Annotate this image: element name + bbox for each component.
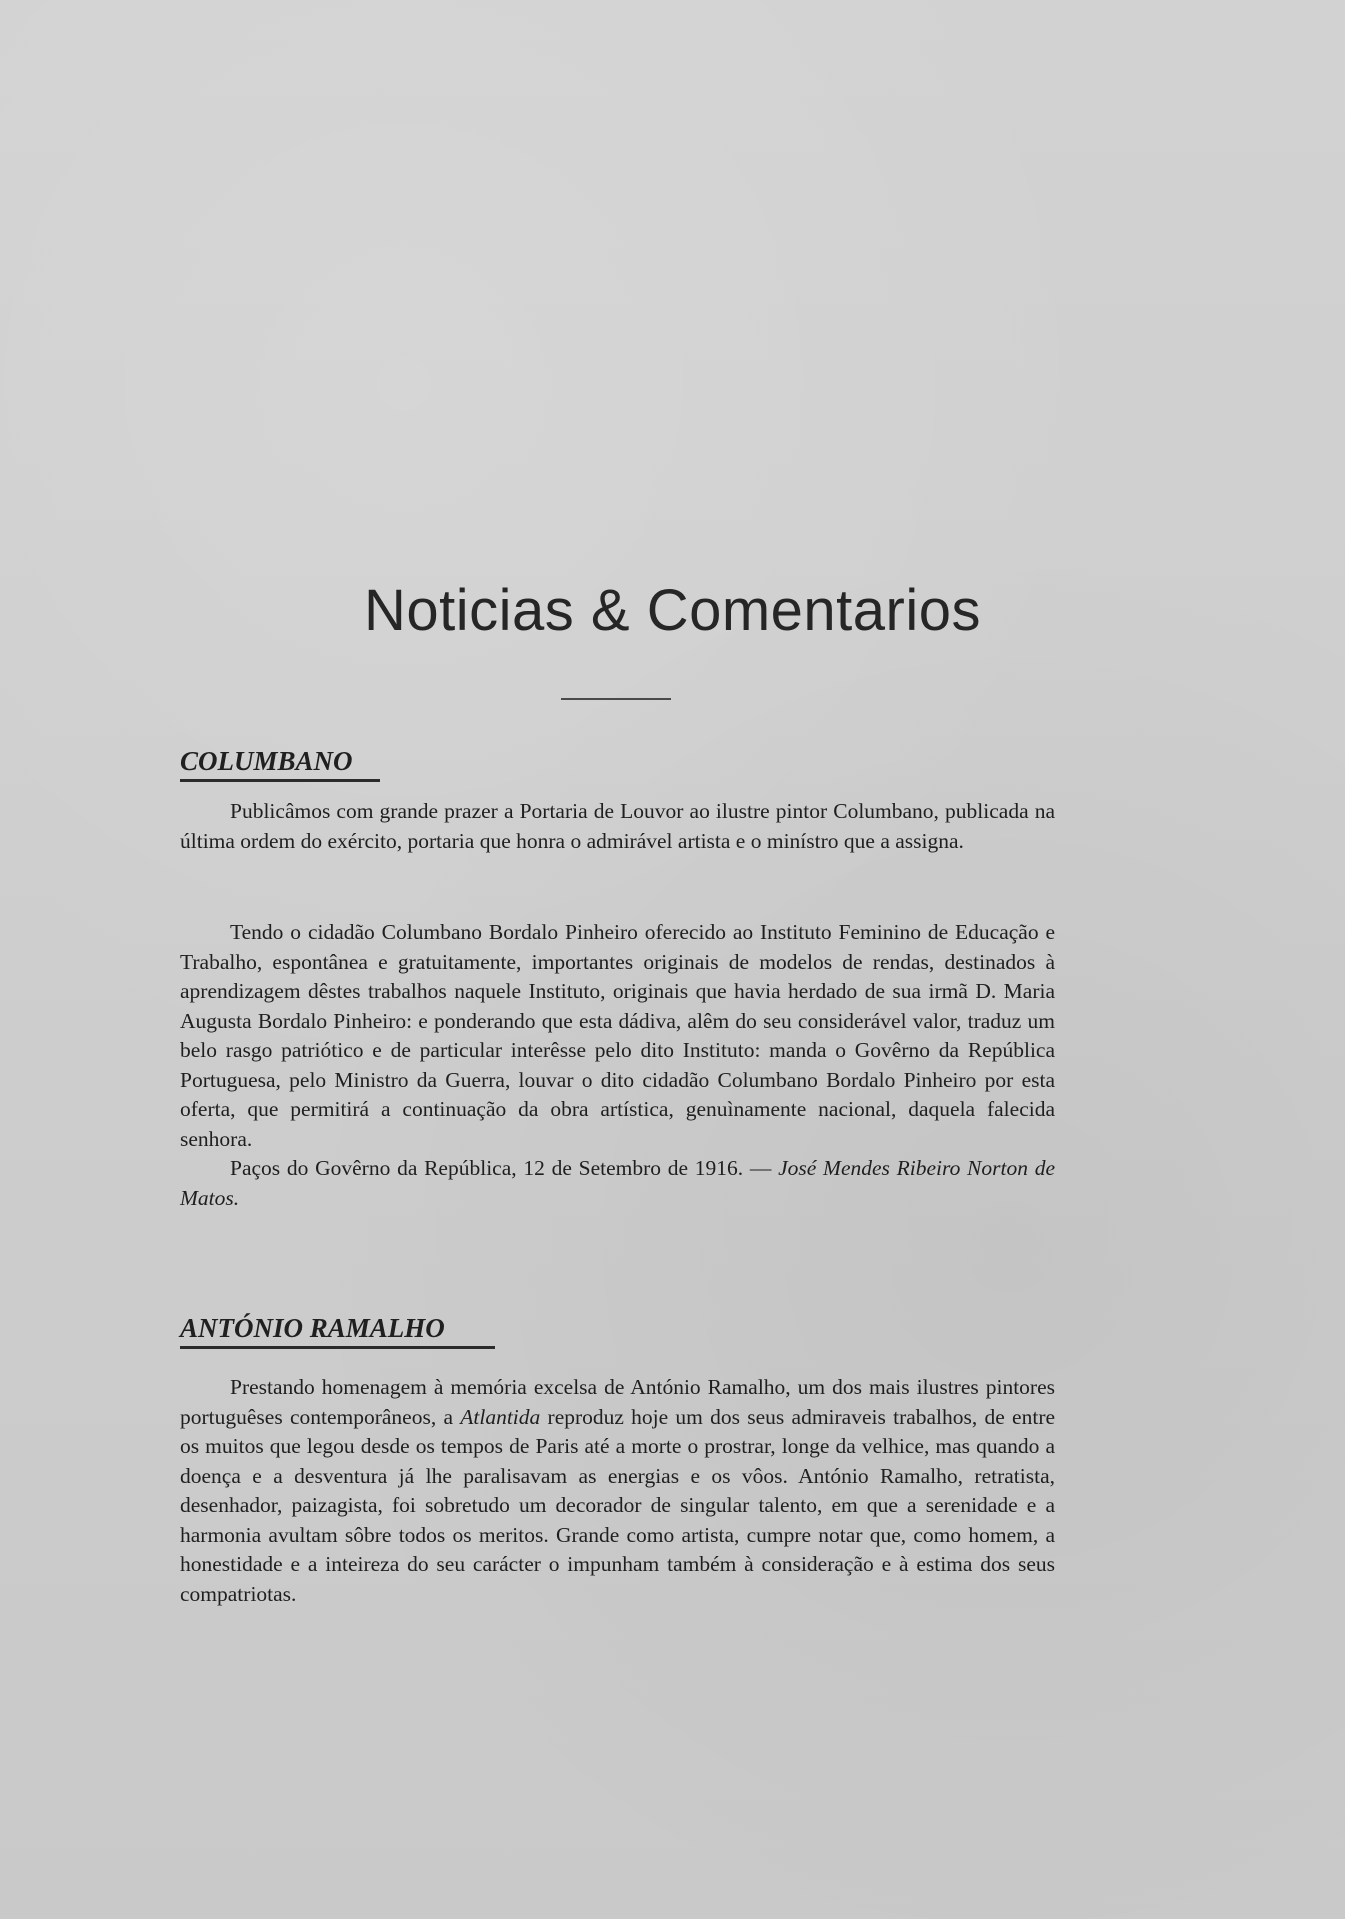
- page-title: Noticias & Comentarios: [364, 578, 981, 643]
- signature-name: José Mendes Ribeiro Norton de Matos.: [180, 1156, 1056, 1210]
- ramalho-paragraph: [180, 1373, 1055, 1609]
- ramalho-paragraph-text-end: reproduz hoje um dos seus admiraveis trabalhos, de entre os muitos que legou desde os tempos de Paris até a morte o prostrar, longe da velhice, mas quando a doença e a desventura já lhe paralisavam as energias e os vôos. António Ramalho, retratista, desenhador, paizagista, foi sobretudo um decorador de singular talento, em que a serenidade e a harmonia avultam sôbre todos os meritos. Grande como artista, cumpre notar que, como homem, a honestidade e a inteireza do seu carácter o impunham também à consideração e à estima dos seus compatriotas.: [180, 1404, 1056, 1606]
- signature-line: Paços do Govêrno da República, 12 de Setembro de 1916. —: [230, 1156, 772, 1180]
- columbano-paragraph-1: [180, 797, 1055, 856]
- title-divider: [561, 698, 671, 700]
- section-heading-antonio-ramalho: ANTÓNIO RAMALHO: [180, 1315, 495, 1349]
- columbano-paragraph-2: [180, 918, 1055, 1213]
- ramalho-paragraph-text-start: Prestando homenagem à memória excelsa de António Ramalho, um dos mais ilustres pintores portuguêses contemporâneos, a: [180, 1375, 1055, 1429]
- columbano-paragraph-1-text: Publicâmos com grande prazer a Portaria de Louvor ao ilustre pintor Columbano, publicada na última ordem do exército, portaria que honra o admirável artista e o minístro que a assigna.: [180, 799, 1055, 853]
- columbano-paragraph-2-text: Tendo o cidadão Columbano Bordalo Pinheiro oferecido ao Instituto Feminino de Educação e Trabalho, espontânea e gratuitamente, importantes originais de modelos de rendas, destinados à aprendizagem dêstes trabalhos naquele Instituto, originais que havia herdado de sua irmã D. Maria Augusta Bordalo Pinheiro: e ponderando que esta dádiva, alêm do seu considerável valor, traduz um belo rasgo patriótico e de particular interêsse pelo dito Instituto: manda o Govêrno da República Portuguesa, pelo Ministro da Guerra, louvar o dito cidadão Columbano Bordalo Pinheiro por esta oferta, que permitirá a continuação da obra artística, genuìnamente nacional, daquela falecida senhora.: [180, 920, 1055, 1151]
- atlantida-title: Atlantida: [460, 1404, 541, 1429]
- section-heading-columbano: COLUMBANO: [180, 748, 380, 782]
